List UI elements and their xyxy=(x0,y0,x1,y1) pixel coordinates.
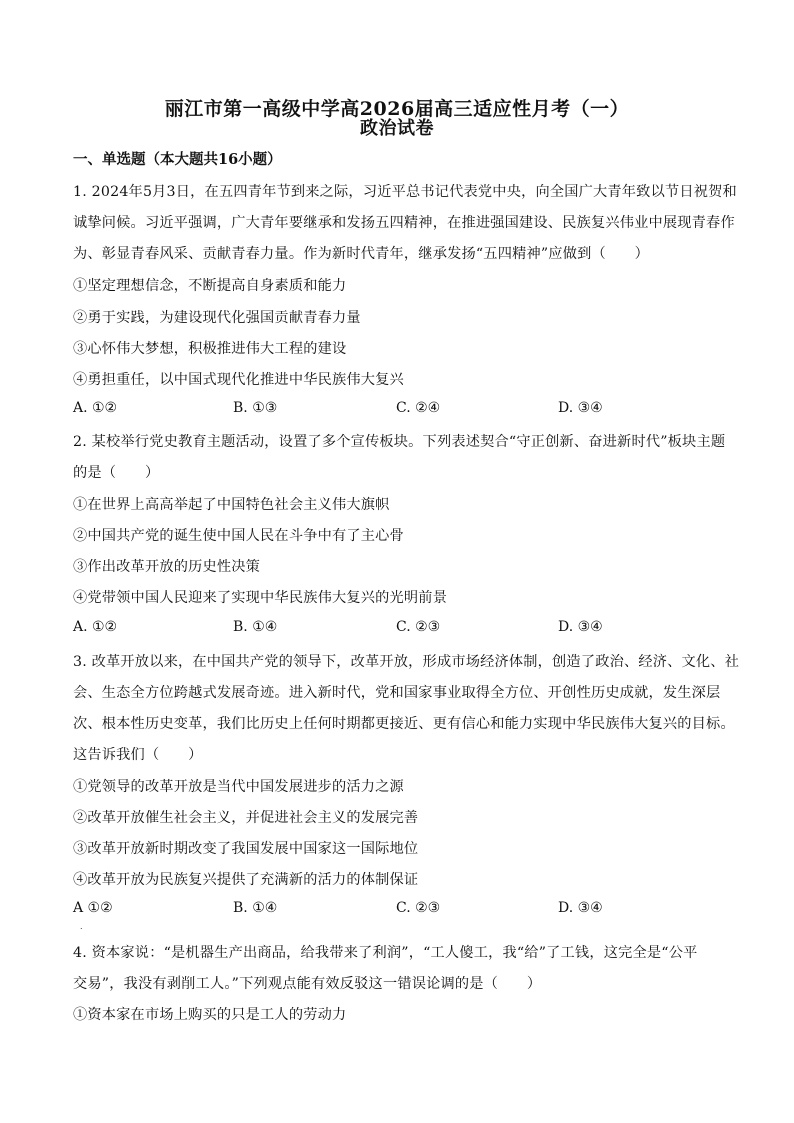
q3-option-c: C. ②③ xyxy=(396,900,441,916)
q2-item: ②中国共产党的诞生使中国人民在斗争中有了主心骨 xyxy=(73,528,404,544)
q1-option-d: D. ③④ xyxy=(558,400,603,416)
q1-stem-line: 为、彰显青春风采、贡献青春力量。作为新时代青年，继承发扬“五四精神”应做到（ ） xyxy=(73,246,650,262)
q2-option-c: C. ②③ xyxy=(396,619,441,635)
q3-stem-line: 这告诉我们（ ） xyxy=(73,747,203,763)
q1-option-c: C. ②④ xyxy=(396,400,441,416)
page-subtitle: 政治试卷 xyxy=(360,118,434,139)
q1-item: ②勇于实践，为建设现代化强国贡献青春力量 xyxy=(73,310,361,326)
q3-item: ①党领导的改革开放是当代中国发展进步的活力之源 xyxy=(73,779,404,795)
q1-item: ①坚定理想信念，不断提高自身素质和能力 xyxy=(73,278,347,294)
q1-item: ④勇担重任，以中国式现代化推进中华民族伟大复兴 xyxy=(73,372,404,388)
q4-stem-line: 4. 资本家说：“是机器生产出商品，给我带来了利润”，“工人傻工，我“给”了工钱，这完全是“公平 xyxy=(73,945,698,961)
q1-stem-line: 诚挚问候。习近平强调，广大青年要继承和发扬五四精神，在推进强国建设、民族复兴伟业中展现青春作 xyxy=(73,215,735,231)
page-title: 丽江市第一高级中学高2026届高三适应性月考（一） xyxy=(164,98,630,120)
q1-option-a: A. ①② xyxy=(73,400,118,416)
section-heading: 一、单选题（本大题共16小题） xyxy=(73,151,282,168)
q2-stem-line: 的是（ ） xyxy=(73,465,160,481)
q3-stem-line: 次、根本性历史变革，我们比历史上任何时期都更接近、更有信心和能力实现中华民族伟大复兴的目标。 xyxy=(73,716,735,732)
q2-item: ④党带领中国人民迎来了实现中华民族伟大复兴的光明前景 xyxy=(73,590,448,606)
q1-item: ③心怀伟大梦想，积极推进伟大工程的建设 xyxy=(73,341,347,357)
q3-stem-line: 3. 改革开放以来，在中国共产党的领导下，改革开放，形成市场经济体制，创造了政治、经济、文化、社 xyxy=(73,654,740,670)
q4-stem-line: 交易”，我没有剥削工人。”下列观点能有效反驳这一错误论调的是（ ） xyxy=(73,976,542,992)
q3-item: ②改革开放催生社会主义，并促进社会主义的发展完善 xyxy=(73,810,419,826)
stray-dot-mark: . xyxy=(80,922,83,931)
q3-option-a: A ①② xyxy=(73,900,113,916)
q2-stem-line: 2. 某校举行党史教育主题活动，设置了多个宣传板块。下列表述契合“守正创新、奋进新时代”板块主题 xyxy=(73,434,726,450)
q1-stem-line: 1. 2024年5月3日，在五四青年节到来之际，习近平总书记代表党中央，向全国广大青年致以节日祝贺和 xyxy=(73,184,737,200)
q3-option-d: D. ③④ xyxy=(558,900,603,916)
q3-stem-line: 会、生态全方位跨越式发展奇迹。进入新时代，党和国家事业取得全方位、开创性历史成就，发生深层 xyxy=(73,685,721,701)
q3-item: ③改革开放新时期改变了我国发展中国家这一国际地位 xyxy=(73,841,419,857)
q1-option-b: B. ①③ xyxy=(233,400,278,416)
q2-option-b: B. ①④ xyxy=(233,619,278,635)
q2-item: ③作出改革开放的历史性决策 xyxy=(73,559,261,575)
q2-option-a: A. ①② xyxy=(73,619,118,635)
q2-option-d: D. ③④ xyxy=(558,619,603,635)
q3-item: ④改革开放为民族复兴提供了充满新的活力的体制保证 xyxy=(73,872,419,888)
q2-item: ①在世界上高高举起了中国特色社会主义伟大旗帜 xyxy=(73,497,390,513)
q3-option-b: B. ①④ xyxy=(233,900,278,916)
q4-item: ①资本家在市场上购买的只是工人的劳动力 xyxy=(73,1007,347,1023)
